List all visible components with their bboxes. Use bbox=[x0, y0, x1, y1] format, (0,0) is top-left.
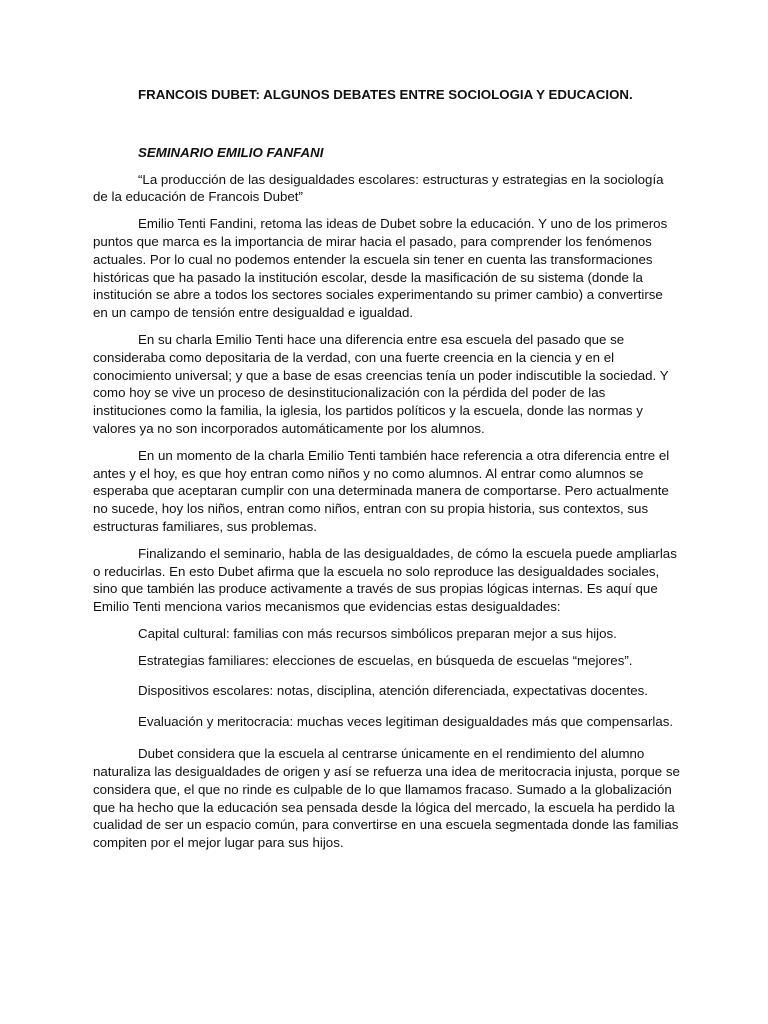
mechanism-item-evaluacion-meritocracia: Evaluación y meritocracia: muchas veces legitiman desigualdades más que compensarlas. bbox=[138, 714, 674, 730]
body-paragraph-1: Emilio Tenti Fandini, retoma las ideas de Dubet sobre la educación. Y uno de los primeros puntos que marca es la importancia de mirar hacia el pasado, para comprender los fenómenos actuales. Por lo cual no podemos entender la escuela sin tener en cuenta las transformaciones históricas que ha pasado la institución escolar, desde la masificación de su sistema (donde la institución se abre a todos los sectores sociales experimentando su primer cambio) a convertirse en un campo de tensión entre desigualdad e igualdad. bbox=[93, 216, 668, 321]
mechanism-item-capital-cultural: Capital cultural: familias con más recursos simbólicos preparan mejor a sus hijos. bbox=[138, 625, 617, 641]
document-title: FRANCOIS DUBET: ALGUNOS DEBATES ENTRE SOCIOLOGIA Y EDUCACION. bbox=[138, 87, 633, 102]
quote-paragraph: “La producción de las desigualdades escolares: estructuras y estrategias en la sociología de la educación de Francois Dubet” bbox=[93, 171, 664, 205]
seminar-subtitle: SEMINARIO EMILIO FANFANI bbox=[138, 144, 324, 160]
mechanism-item-dispositivos-escolares: Dispositivos escolares: notas, disciplina, atención diferenciada, expectativas docentes. bbox=[138, 682, 648, 698]
body-paragraph-4: Finalizando el seminario, habla de las desigualdades, de cómo la escuela puede ampliarlas o reducirlas. En esto Dubet afirma que la escuela no solo reproduce las desigualdades sociales, sino que también las produce activamente a través de sus propias lógicas internas. Es aquí que Emilio Tenti menciona varios mecanismos que evidencias estas desigualdades: bbox=[93, 545, 677, 615]
body-paragraph-conclusion: Dubet considera que la escuela al centrarse únicamente en el rendimiento del alumno naturaliza las desigualdades de origen y así se refuerza una idea de meritocracia injusta, porque se considera que, el que no rinde es culpable de lo que llamamos fracaso. Sumado a la globalización que ha hecho que la educación sea pensada desde la lógica del mercado, la escuela ha perdido la cualidad de ser un espacio común, para convertirse en una escuela segmentada donde las familias compiten por el mejor lugar para sus hijos. bbox=[93, 746, 680, 851]
mechanism-item-estrategias-familiares: Estrategias familiares: elecciones de escuelas, en búsqueda de escuelas “mejores”. bbox=[138, 652, 633, 668]
document-page bbox=[93, 86, 681, 861]
body-paragraph-2: En su charla Emilio Tenti hace una diferencia entre esa escuela del pasado que se consideraba como depositaria de la verdad, con una fuerte creencia en la ciencia y en el conocimiento universal; y que a base de esas creencias tenía un poder indiscutible la sociedad. Y como hoy se vive un proceso de desinstitucionalización con la pérdida del poder de las instituciones como la familia, la iglesia, los partidos políticos y la escuela, donde las normas y valores ya no son incorporados automáticamente por los alumnos. bbox=[93, 331, 669, 436]
body-paragraph-3: En un momento de la charla Emilio Tenti también hace referencia a otra diferencia entre el antes y el hoy, es que hoy entran como niños y no como alumnos. Al entrar como alumnos se esperaba que aceptaran cumplir con una determinada manera de comportarse. Pero actualmente no sucede, hoy los niños, entran como niños, entran con su propia historia, sus contextos, sus estructuras familiares, sus problemas. bbox=[93, 447, 670, 534]
